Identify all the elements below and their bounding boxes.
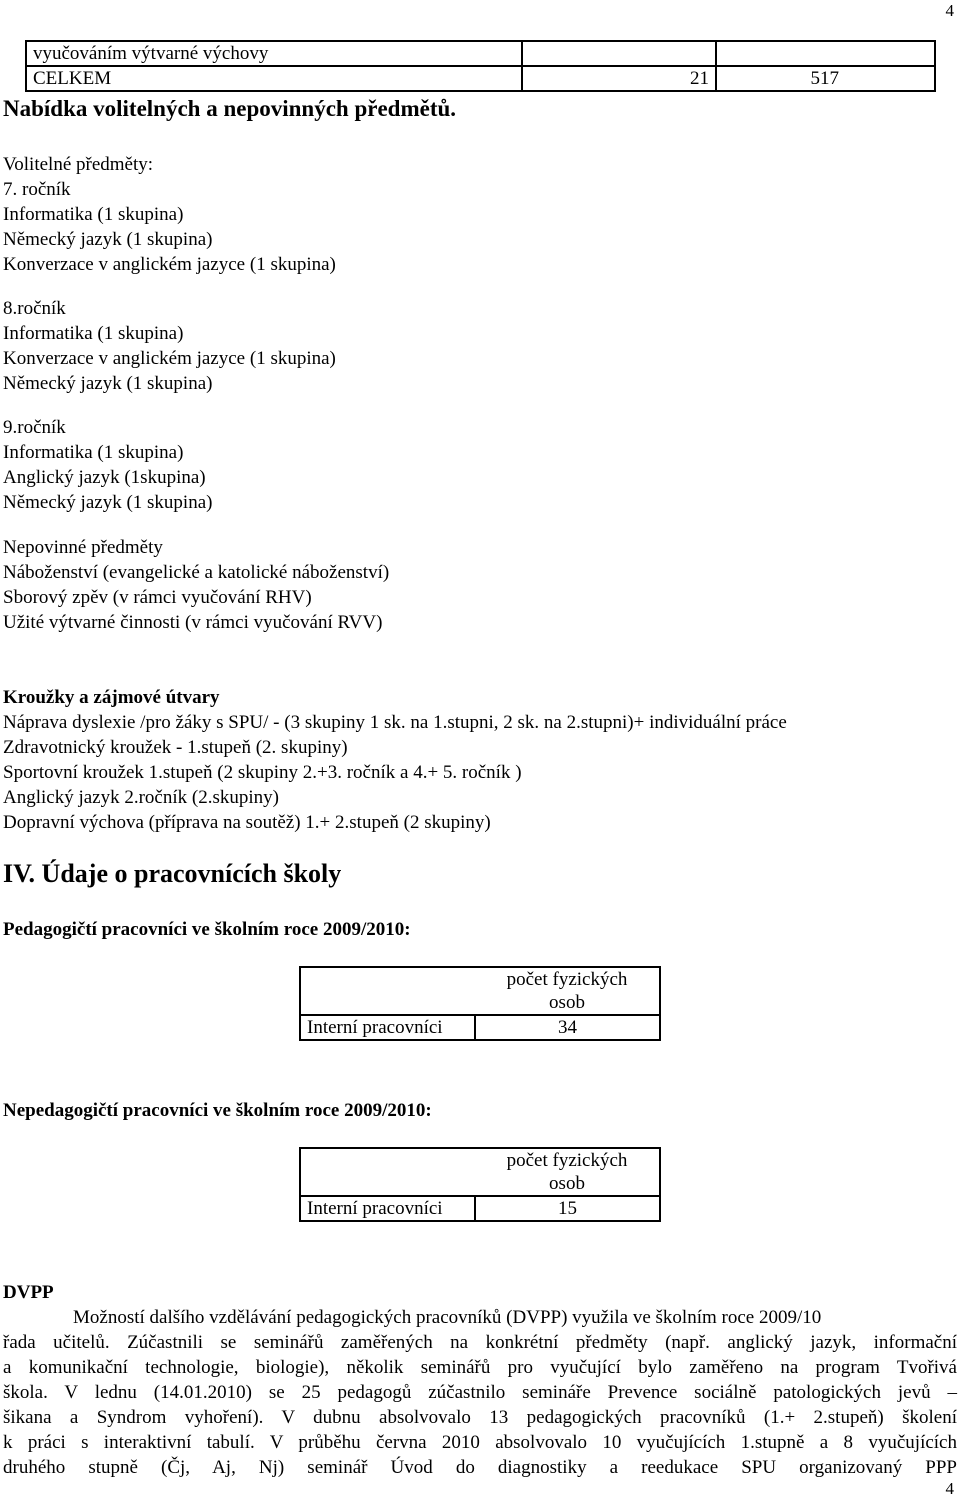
column-header-line: osob [549, 1173, 585, 1194]
dvpp-paragraph-line: druhého stupně (Čj, Aj, Nj) seminář Úvod do diagnostiky a reedukace SPU organizovaný PPP [3, 1457, 957, 1478]
list-item: Užité výtvarné činnosti (v rámci vyučování RVV) [3, 612, 383, 633]
dvpp-paragraph-line: a komunikační technologie, biologie), několik seminářů pro vyučující bylo zaměřeno na program Tvořivá [3, 1357, 957, 1378]
table-header-cell [475, 1148, 660, 1196]
dvpp-paragraph-line: k práci s interaktivní tabulí. V průběhu června 2010 absolvovalo 10 vyučujících 1.stupně a 8 vyučujících [3, 1432, 957, 1453]
table-row [26, 66, 935, 91]
dvpp-title: DVPP [3, 1282, 54, 1303]
elective-title: Volitelné předměty: [3, 154, 154, 175]
table-cell [522, 41, 716, 66]
column-header-line: osob [549, 992, 585, 1013]
table-row [300, 1196, 660, 1221]
list-item: Sborový zpěv (v rámci vyučování RHV) [3, 587, 312, 608]
column-header-line: počet fyzických [506, 1150, 628, 1171]
table-cell [300, 967, 475, 1015]
table-cell-hours: 21 [522, 66, 716, 91]
page-number-bottom: 4 [945, 1479, 954, 1498]
column-header-line: počet fyzických [506, 969, 628, 990]
table-cell: vyučováním výtvarné výchovy [26, 41, 522, 66]
optional-title: Nepovinné předměty [3, 537, 163, 558]
list-item: Anglický jazyk 2.ročník (2.skupiny) [3, 787, 279, 808]
list-item: Dopravní výchova (příprava na soutěž) 1.+ 2.stupeň (2 skupiny) [3, 812, 491, 833]
table-row [300, 1015, 660, 1040]
list-item: Informatika (1 skupina) [3, 442, 184, 463]
dvpp-paragraph-line: řada učitelů. Zúčastnili se seminářů zaměřených na konkrétní předměty (např. anglický jazyk, informační [3, 1332, 957, 1353]
list-item: Německý jazyk (1 skupina) [3, 373, 213, 394]
clubs-title: Kroužky a zájmové útvary [3, 687, 220, 708]
table-row-label: Interní pracovníci [300, 1015, 475, 1040]
table-row-label: Interní pracovníci [300, 1196, 475, 1221]
table-header-cell [475, 967, 660, 1015]
pedagogical-heading: Pedagogičtí pracovníci ve školním roce 2009/2010: [3, 919, 411, 940]
section-title: IV. Údaje o pracovnících školy [3, 859, 342, 888]
table-cell [300, 1148, 475, 1196]
dvpp-paragraph-line: šikana a Syndrom vyhoření). V dubnu absolvovalo 13 pedagogických pracovníků (1.+ 2.stupeň) školení [3, 1407, 957, 1428]
list-item: Anglický jazyk (1skupina) [3, 467, 206, 488]
table-row [300, 967, 660, 1015]
table-row-value: 15 [475, 1196, 660, 1221]
table-row [26, 41, 935, 66]
table-cell-celkem: CELKEM [26, 66, 522, 91]
list-item: Náprava dyslexie /pro žáky s SPU/ - (3 skupiny 1 sk. na 1.stupni, 2 sk. na 2.stupni)+ individuální práce [3, 712, 787, 733]
table-row [300, 1148, 660, 1196]
nonpedagogical-table [299, 1147, 661, 1222]
list-item: Informatika (1 skupina) [3, 323, 184, 344]
list-item: Německý jazyk (1 skupina) [3, 492, 213, 513]
list-item: Konverzace v anglickém jazyce (1 skupina) [3, 254, 336, 275]
table-row-value: 34 [475, 1015, 660, 1040]
table-cell [716, 41, 935, 66]
list-item: Náboženství (evangelické a katolické náboženství) [3, 562, 390, 583]
grade-title-9: 9.ročník [3, 417, 66, 438]
list-item: Německý jazyk (1 skupina) [3, 229, 213, 250]
list-item: Zdravotnický kroužek - 1.stupeň (2. skupiny) [3, 737, 348, 758]
dvpp-paragraph-line: škola. V lednu (14.01.2010) se 25 pedagogů zúčastnilo semináře Prevence sociálně patologických jevů – [3, 1382, 957, 1403]
nonpedagogical-heading: Nepedagogičtí pracovníci ve školním roce 2009/2010: [3, 1100, 432, 1121]
pedagogical-table [299, 966, 661, 1041]
totals-table [25, 40, 936, 92]
grade-title-7: 7. ročník [3, 179, 71, 200]
list-item: Sportovní kroužek 1.stupeň (2 skupiny 2.+3. ročník a 4.+ 5. ročník ) [3, 762, 522, 783]
dvpp-paragraph-line: Možností dalšího vzdělávání pedagogických pracovníků (DVPP) využila ve školním roce 2009/10 [73, 1307, 822, 1328]
table-cell-total: 517 [716, 66, 935, 91]
list-item: Konverzace v anglickém jazyce (1 skupina) [3, 348, 336, 369]
page-number-top: 4 [945, 1, 954, 20]
list-item: Informatika (1 skupina) [3, 204, 184, 225]
offer-heading: Nabídka volitelných a nepovinných předmětů. [3, 96, 457, 121]
grade-title-8: 8.ročník [3, 298, 66, 319]
